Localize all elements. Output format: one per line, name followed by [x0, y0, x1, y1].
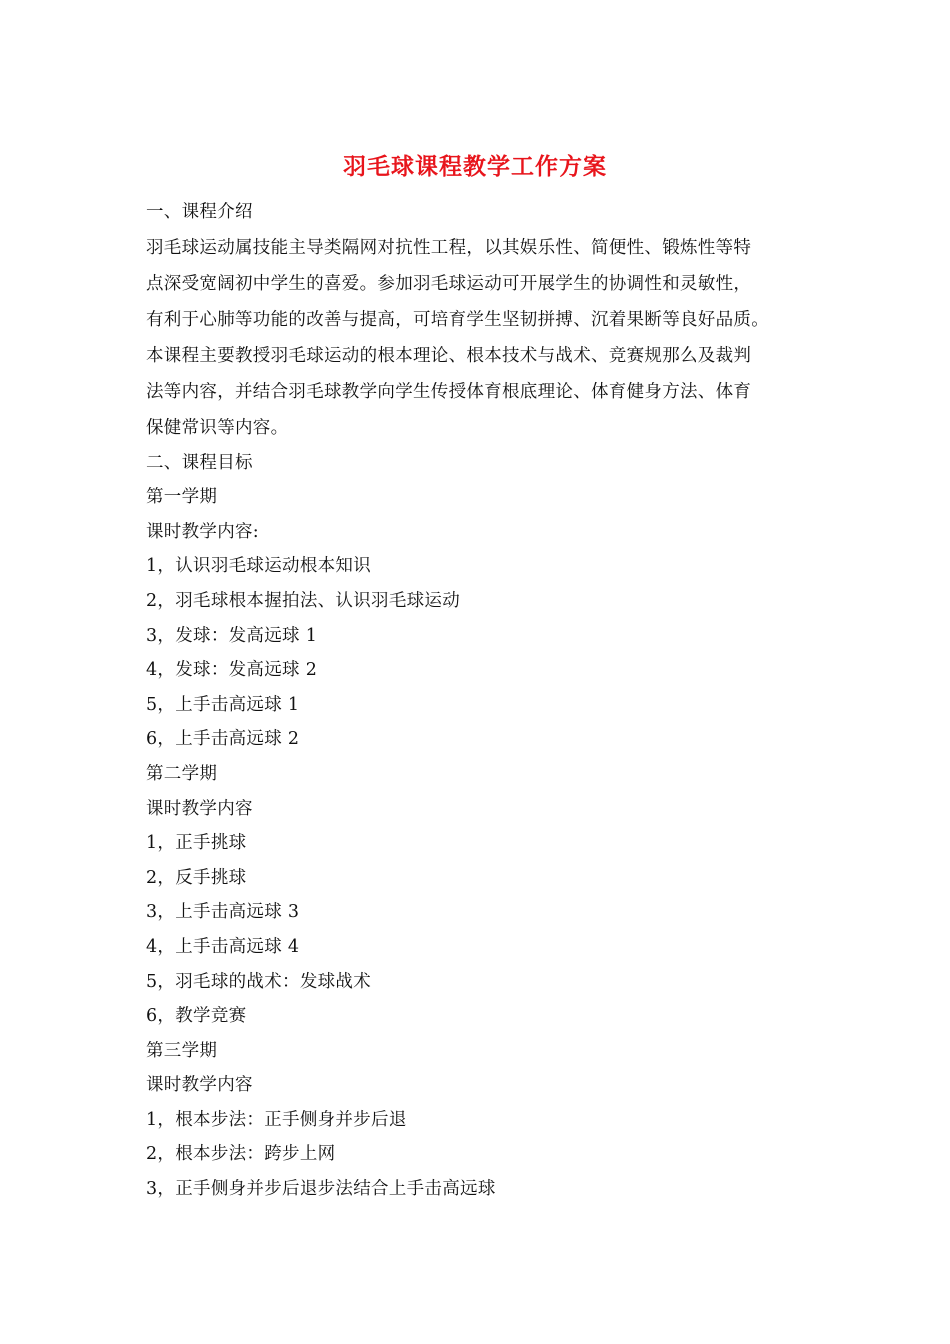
intro-line: 法等内容，并结合羽毛球教学向学生传授体育根底理论、体育健身方法、体育: [146, 381, 752, 402]
list-item: 5，上手击高远球 1: [146, 694, 300, 715]
intro-paragraph: [146, 230, 816, 446]
intro-line: 羽毛球运动属技能主导类隔网对抗性工程，以其娱乐性、简便性、锻炼性等特: [146, 237, 752, 258]
section-heading-intro: 一、课程介绍: [146, 202, 253, 222]
list-item: 4，发球：发高远球 2: [146, 660, 318, 681]
list-item: 3，上手击高远球 3: [146, 902, 300, 923]
content-label: 课时教学内容: [146, 1075, 253, 1096]
list-item: 2，根本步法：跨步上网: [146, 1144, 336, 1165]
intro-line: 本课程主要教授羽毛球运动的根本理论、根本技术与战术、竞赛规那么及裁判: [146, 345, 752, 366]
term-heading: 第一学期: [146, 487, 218, 508]
content-label: 课时教学内容:: [146, 521, 259, 542]
list-item: 1，认识羽毛球运动根本知识: [146, 556, 372, 577]
list-item: 4，上手击高远球 4: [146, 936, 300, 957]
list-item: 1，根本步法：正手侧身并步后退: [146, 1109, 407, 1130]
list-item: 6，教学竞赛: [146, 1006, 247, 1027]
list-item: 5，羽毛球的战术：发球战术: [146, 971, 372, 992]
list-item: 3，正手侧身并步后退步法结合上手击高远球: [146, 1179, 496, 1200]
document-title: 羽毛球课程教学工作方案: [343, 153, 607, 180]
list-item: 6，上手击高远球 2: [146, 729, 300, 750]
intro-line: 点深受宽阔初中学生的喜爱。参加羽毛球运动可开展学生的协调性和灵敏性，: [146, 273, 752, 294]
term-heading: 第二学期: [146, 763, 218, 784]
content-label: 课时教学内容: [146, 798, 253, 819]
intro-line: 有利于心肺等功能的改善与提高，可培育学生坚韧拼搏、沉着果断等良好品质。: [146, 309, 769, 330]
term-heading: 第三学期: [146, 1040, 218, 1061]
intro-line: 保健常识等内容。: [146, 417, 289, 438]
document-body: [146, 195, 816, 1207]
list-item: 2，羽毛球根本握拍法、认识羽毛球运动: [146, 590, 461, 611]
list-item: 1，正手挑球: [146, 833, 247, 854]
section-heading-goals: 二、课程目标: [146, 452, 253, 473]
list-item: 2，反手挑球: [146, 867, 247, 888]
list-item: 3，发球：发高远球 1: [146, 625, 318, 646]
